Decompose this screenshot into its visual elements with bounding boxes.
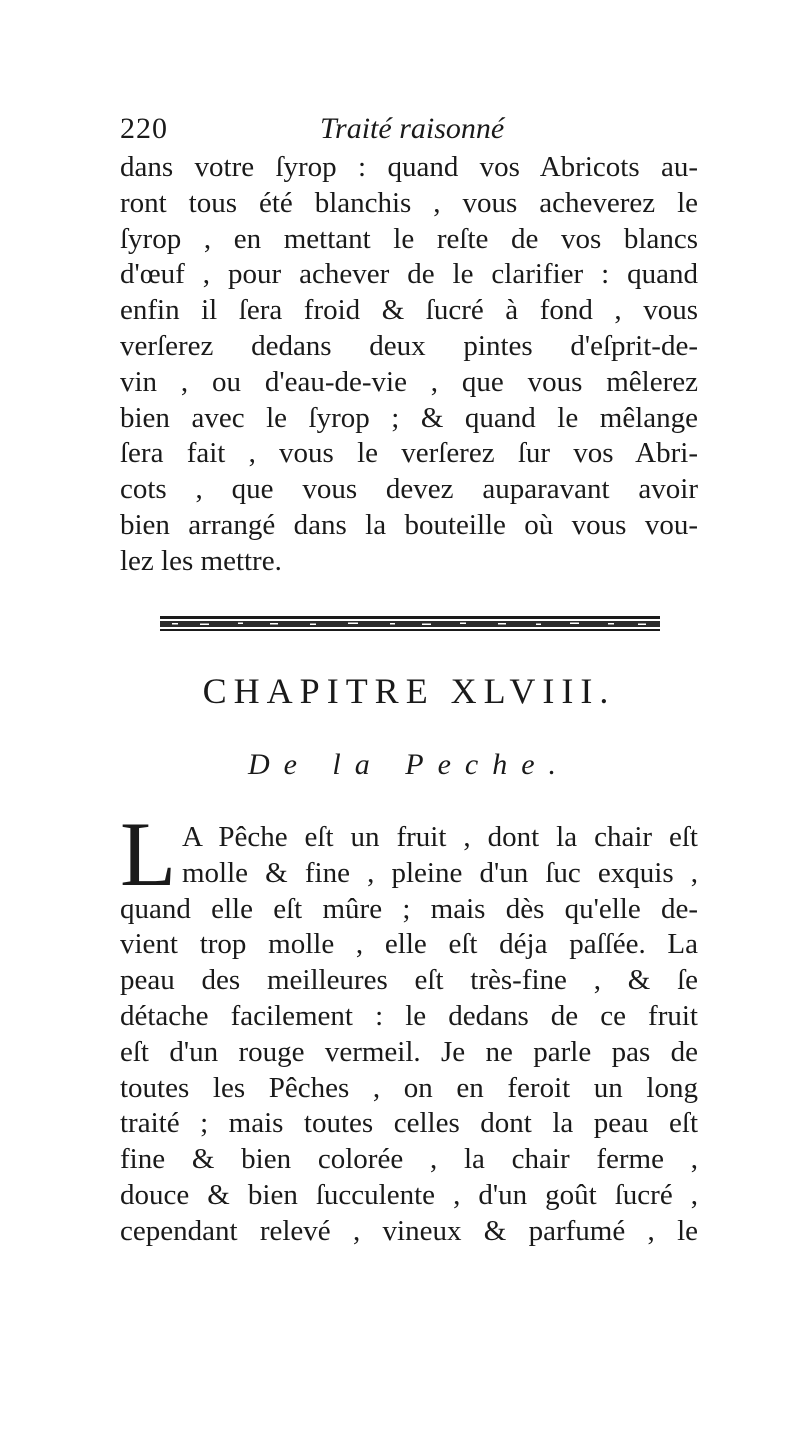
text-line: verſerez dedans deux pintes d'eſprit-de- [120,329,698,362]
text-line: cots , que vous devez auparavant avoir [120,473,698,506]
text-line: dans votre ſyrop : quand vos Abricots au- [120,151,698,183]
text-line: vin , ou d'eau-de-vie , que vous mêlerez [120,365,698,398]
text-line: d'œuf , pour achever de le clarifier : quand [120,258,698,291]
text-line: ſyrop , en mettant le reſte de vos blancs [120,222,698,255]
page-number: 220 [120,112,168,145]
text-line: quand elle eſt mûre ; mais dès qu'elle de- [120,892,698,925]
text-line: fine & bien colorée , la chair ferme , [120,1143,698,1176]
text-line: enfin il ſera froid & ſucré à fond , vous [120,294,698,327]
running-title: Traité raisonné [320,112,505,145]
drop-cap: L [120,803,177,905]
text-line: douce & bien ſucculente , d'un goût ſucré , [120,1178,698,1211]
text-line: molle & fine , pleine d'un ſuc exquis , [182,856,698,889]
text-line: détache facilement : le dedans de ce fruit [120,999,698,1032]
running-head [120,112,700,152]
text-line: traité ; mais toutes celles dont la peau eſt [120,1107,698,1140]
text-line: vient trop molle , elle eſt déja paſſée. La [120,928,698,961]
section-title: De la Peche. [247,748,571,781]
text-line: bien arrangé dans la bouteille où vous vou- [120,508,698,541]
text-line: A Pêche eſt un fruit , dont la chair eſt [182,821,698,853]
paragraph-peach [120,820,698,1250]
text-line: cependant relevé , vineux & parfumé , le [120,1214,698,1247]
text-line: peau des meilleures eſt très-fine , & ſe [120,964,698,997]
chapter-title: CHAPITRE XLVIII. [202,671,616,711]
paragraph-apricots [120,150,698,580]
text-line: toutes les Pêches , on en feroit un long [120,1071,698,1104]
text-line: eſt d'un rouge vermeil. Je ne parle pas de [120,1035,698,1068]
text-line: bien avec le ſyrop ; & quand le mêlange [120,401,698,434]
ornamental-rule [160,613,660,633]
text-line: lez les mettre. [120,544,282,577]
text-line: ſera fait , vous le verſerez ſur vos Abri- [120,437,698,470]
text-line: ront tous été blanchis , vous acheverez le [120,186,698,219]
